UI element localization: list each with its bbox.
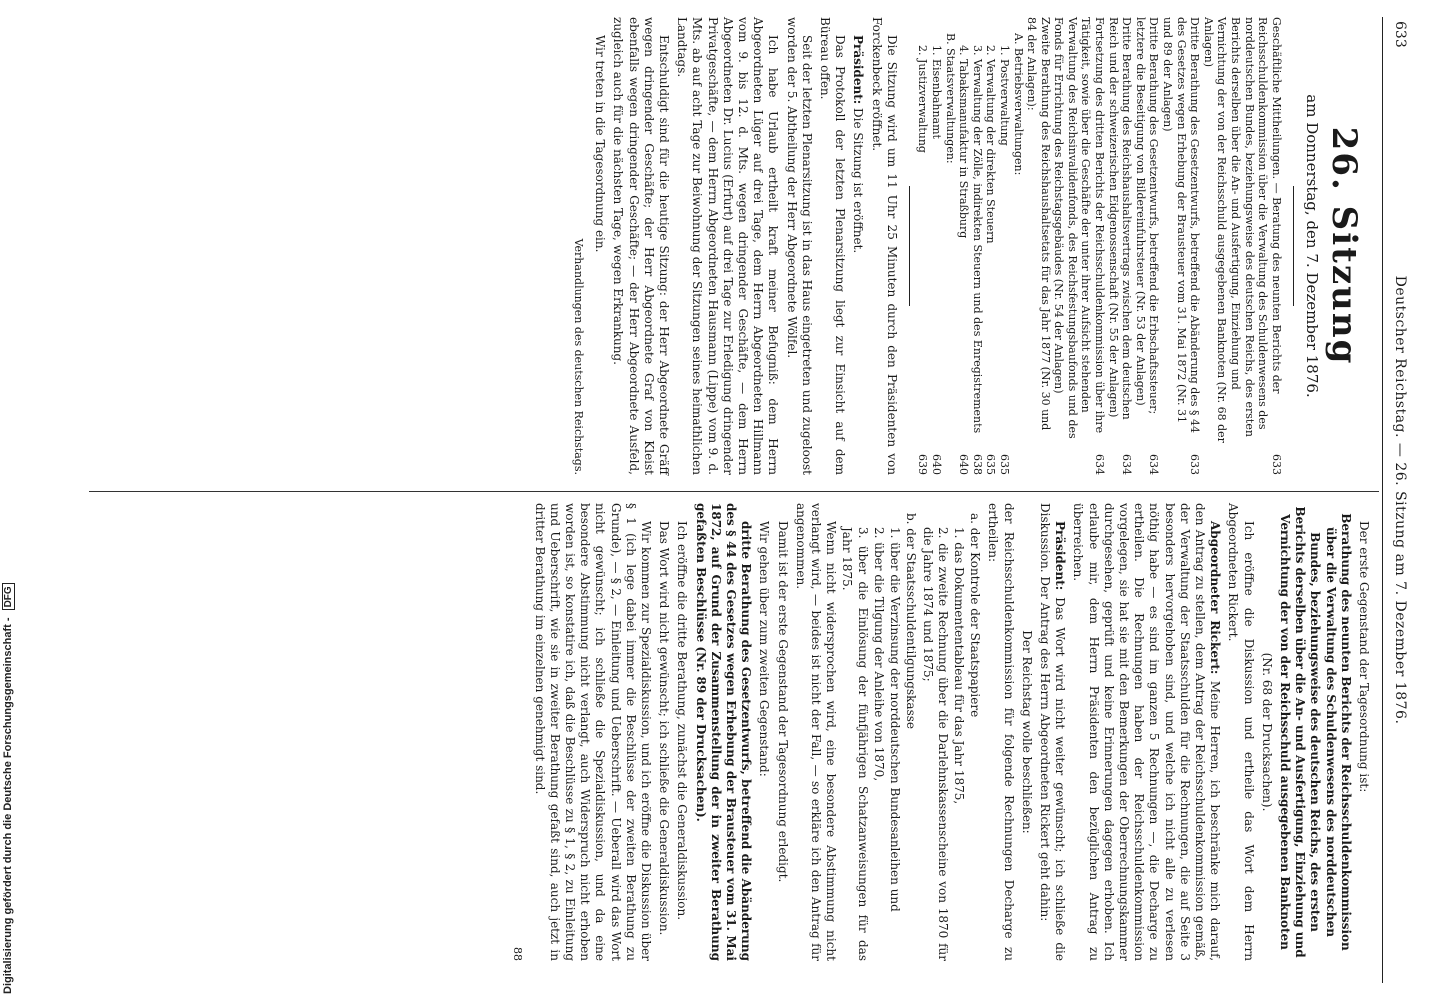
toc-entry-text: Dritte Berathung des Reichshaushaltsvertrags zwischen dem deutschen Reich und der schweizerischen Eidgenossenschaft (Nr. 55 der Anlagen): [1106, 17, 1134, 420]
list-item: 1. das Dokumententableau für das Jahr 1875,: [951, 527, 966, 805]
toc-entry-text: 1. Postverwaltung: [997, 45, 1011, 146]
toc-row: [957, 17, 971, 475]
toc-entry-page: 633: [1269, 454, 1283, 475]
toc-row: [984, 17, 998, 475]
toc-entry-page: [943, 443, 957, 475]
toc-entry-page: 633: [1188, 454, 1202, 475]
toc-entry-page: 640: [957, 454, 971, 475]
paragraph: der Reichsschuldenkommission für folgende Rechnungen Decharge zu ertheilen:: [986, 503, 1016, 961]
list-item: 3. über die Einlösung der fünfjährigen Schatzanweisungen für das Jahr 1875.: [840, 527, 870, 961]
list-item: b. der Staatsschuldentilgungskasse: [904, 513, 919, 729]
toc-entry-text: 4. Tabaksmanufaktur in Straßburg: [957, 45, 971, 239]
paragraph: Wir kommen zur Spezialdiskussion, und ich eröffne die Diskussion über § 1 (ich lege dabei immer die Beschlüsse der zweiten Berathung zu Grunde), — § 2, — Einleitung und Ueberschrift. — Ueberall wird das Wort nicht gewünscht; ich schließe die Spezialdiskussion, und da eine besondere Abstimmung nicht verlangt, auch Widerspruch nicht erhoben worden ist, so konstatire ich, daß die Beschlüsse zu § 1, § 2, zu Einleitung und Ueberschrift, wie sie in zweiter Berathung gefaßt sind, auch jetzt in dritter Berathung im einzelnen genehmigt sind.: [532, 503, 654, 961]
paragraph: Präsident: Die Sitzung ist eröffnet.: [851, 35, 866, 254]
toc-row: [1052, 17, 1106, 475]
dfg-logo-icon: DFG: [2, 583, 15, 610]
left-body-text: [571, 17, 899, 475]
paragraph: Wenn nicht widersprochen wird, eine besondere Abstimmung nicht verlangt wird, — beides ist nicht der Fall, — so erkläre ich den Antrag für angenommen.: [793, 503, 839, 961]
paragraph: Abgeordneter Rickert: Meine Herren, ich beschränke mich darauf, den Antrag zu stellen, dem Antrag der Reichsschuldenkommission gemäß, der Verwaltung der Staatsschulden für die Rechnungen, die auf Seite 3 besonders hervorgehoben sind, und welche ich nicht alle zu verlesen nöthig habe — es sind im ganzen 5 Rechnungen —, die Decharge zu ertheilen. Die Rechnungen haben der Reichsschuldenkommission vorgelegen, sie hat sie mit den Bemerkungen der Oberrechnungskammer durchgesehen, geprüft und keine Erinnerungen dagegen erhoben. Ich erlaube mir, dem Herrn Präsidenten den bezüglichen Antrag zu überreichen.: [1071, 503, 1223, 962]
paragraph: Wir treten in die Tagesordnung ein.: [593, 35, 608, 253]
paragraph: Ich eröffne die Diskussion und ertheile das Wort dem Herrn Abgeordneten Rickert.: [1226, 503, 1256, 961]
paragraph: Die Sitzung wird um 11 Uhr 25 Minuten durch den Präsidenten von Forckenbeck eröffnet.: [869, 17, 899, 475]
toc-entry-page: 640: [929, 454, 943, 475]
page-header: [1382, 17, 1411, 983]
toc-entry-text: 2. Verwaltung der direkten Steuern: [984, 45, 998, 244]
toc-entry-text: 3. Verwaltung der Zölle, indirekten Steuern und des Enregistrements: [970, 45, 984, 434]
toc-entry-text: Dritte Berathung des Gesetzentwurfs, betreffend die Erbschaftssteuer; letztere die Beseitigung von Bildereinfuhrsteuer (Nr. 53 der Anlagen): [1133, 17, 1161, 415]
column-divider: [89, 491, 1379, 492]
toc-row: [970, 17, 984, 475]
paragraph: Präsident: Das Wort wird nicht weiter gewünscht; ich schließe die Diskussion. Der Antrag des Herrn Abgeordneten Rickert geht dahin:: [1037, 503, 1068, 961]
page-number: 633: [1392, 21, 1408, 48]
toc-row: [929, 17, 943, 475]
toc-row: [1025, 17, 1052, 475]
running-title: Deutscher Reichstag. — 26. Sitzung am 7. Dezember 1876.: [1392, 275, 1408, 725]
toc-entry-page: 634: [1093, 454, 1107, 475]
digitization-text: Digitalisierung gefördert durch die Deutsche Forschungsgemeinschaft -: [2, 617, 14, 994]
table-of-contents: [916, 17, 1283, 475]
toc-entry-text: Geschäftliche Mittheilungen. — Beratung des neunten Berichts der Reichsschuldenkommission über die Verwaltung des Schuldenwesens des norddeutschen Bundes, beziehungsweise des deutschen Reichs, des ersten Berichts derselben über die An- und Ausfertigung, Einziehung und Vernichtung der von der Reichsschuld ausgegebenen Banknoten (Nr. 68 der Anlagen): [1201, 17, 1283, 443]
toc-entry-text: A. Betriebsverwaltungen:: [1011, 33, 1025, 176]
toc-row: [1133, 17, 1160, 475]
paragraph: Der Reichstag wolle beschließen:: [1019, 630, 1034, 834]
list-item: a. der Kontrole der Staatspapiere: [968, 513, 983, 718]
left-column: [568, 17, 1371, 475]
toc-entry-page: 634: [1120, 454, 1134, 475]
toc-row: [1011, 17, 1025, 475]
digitization-note: [2, 0, 15, 994]
paragraph: Das Protokoll der letzten Plenarsitzung liegt zur Einsicht auf dem Büreau offen.: [817, 17, 848, 475]
rotated-page: [91, 17, 1411, 983]
signature-mark: Verhandlungen des deutschen Reichstags.: [571, 238, 585, 475]
paragraph: Damit ist der erste Gegenstand der Tagesordnung erledigt.: [775, 521, 790, 883]
toc-entry-text: 1. Eisenbahnamt: [929, 45, 943, 139]
toc-entry-page: 635: [997, 454, 1011, 475]
paragraph: Berathung des neunten Berichts der Reichsschuldenkommission über die Verwaltung des Schuldenwesens des norddeutschen Bundes, beziehungsweise des deutschen Reichs, des ersten Berichts derselben über die An- und Ausfertigung, Einziehung und Vernichtung der von der Reichsschuld ausgegebenen Banknoten: [1277, 506, 1353, 958]
toc-row: [1201, 17, 1283, 475]
toc-entry-text: Zweite Berathung des Reichshaushaltsetats für das Jahr 1877 (Nr. 30 und 84 der Anlagen):: [1025, 17, 1052, 431]
toc-row: [1160, 17, 1201, 475]
toc-row: [943, 17, 957, 475]
toc-entry-page: 639: [916, 454, 930, 475]
toc-entry-page: [1025, 443, 1052, 475]
toc-entry-text: Fortsetzung des dritten Berichts der Reichsschuldenkommission über ihre Tätigkeit, sowie über die Geschäfte der unter ihrer Aufsicht stehenden Verwaltung des Reichsinvalidenfonds, des Reichsfestungsbaufonds und des Fonds für Errichtung des Reichstagsgebäudes (Nr. 54 der Anlagen): [1052, 17, 1107, 439]
toc-entry-page: 634: [1147, 454, 1161, 475]
toc-rule: [909, 186, 910, 306]
toc-row: [916, 17, 930, 475]
right-body-text: [985, 503, 1371, 961]
toc-entry-page: [1011, 443, 1025, 475]
decharge-list: [839, 503, 982, 961]
list-item: 1. über die Verzinsung der norddeutschen Bundesanleihen und: [888, 527, 903, 912]
list-item: 2. über die Tilgung der Anleihe von 1870,: [871, 527, 886, 782]
toc-entry-page: 638: [970, 454, 984, 475]
title-rule: [1293, 186, 1294, 306]
toc-row: [997, 17, 1011, 475]
paragraph: Das Wort wird nicht gewünscht; ich schließe die Generaldiskussion.: [657, 521, 672, 936]
toc-row: [1106, 17, 1133, 475]
toc-entry-text: 2. Justizverwaltung: [916, 45, 930, 153]
paragraph: Ich habe Urlaub ertheilt kraft meiner Befugniß: dem Herrn Abgeordneten Lüger auf drei Tage, dem Herrn Abgeordneten Hillmann vom 9. bis 12. d. Mts. wegen dringender Geschäfte, — dem Herrn Abgeordneten Dr. Lucius (Erfurt) auf drei Tage zur Erledigung dringender Privatgeschäfte, — dem Herrn Abgeordneten Hausmann (Lippe) vom 9. d. Mts. ab auf acht Tage zur Beiwohnung der Sitzungen seines heimathlichen Landtags.: [675, 17, 781, 475]
paragraph: Seit der letzten Plenarsitzung ist in das Haus eingetreten und zugeloost worden der 5. Abtheilung der Herr Abgeordnete Wölfel.: [784, 17, 814, 475]
list-item: 2. die zweite Rechnung über die Darlehnskassenscheine von 1870 für die Jahre 1874 und 1875;: [920, 527, 950, 961]
paragraph: Der erste Gegenstand der Tagesordnung ist:: [1357, 521, 1371, 793]
paragraph: Ich eröffne die dritte Berathung, zunächst die Generaldiskussion.: [675, 521, 690, 921]
paragraph: dritte Berathung des Gesetzentwurfs, betreffend die Abänderung des § 44 des Gesetzes wegen Erhebung der Brausteuer vom 31. Mai 1872, auf Grund der Zusammenstellung der in zweiter Berathung gefaßten Beschlüsse (Nr. 89 der Drucksachen).: [693, 503, 754, 961]
right-column: [507, 503, 1371, 961]
paragraph: Entschuldigt sind für die heutige Sitzung: der Herr Abgeordnete Gräff wegen dringender Geschäfte; der Herr Abgeordnete Graf von Kleist ebenfalls wegen dringender Geschäfte; — der Herr Abgeordnete Ausfeld, zugleich auch für die nächsten Tage, wegen Erkrankung.: [611, 17, 671, 475]
toc-entry-page: 635: [984, 454, 998, 475]
toc-entry-text: Dritte Berathung des Gesetzentwurfs, betreffend die Abänderung des § 44 des Gesetzes wegen Erhebung der Brausteuer vom 31. Mai 1872 (Nr. 31 und 89 der Anlagen): [1161, 17, 1202, 433]
session-title: 26. Sitzung: [1324, 126, 1364, 366]
paragraph: Wir gehen über zum zweiten Gegenstand:: [757, 521, 772, 777]
signature-mark: 88: [511, 947, 525, 961]
right-body-text-2: [510, 503, 838, 961]
toc-entry-text: B. Staatsverwaltungen:: [943, 33, 957, 164]
session-date: am Donnerstag, den 7. Dezember 1876.: [1303, 94, 1321, 398]
paragraph: (Nr. 68 der Drucksachen).: [1259, 652, 1274, 812]
